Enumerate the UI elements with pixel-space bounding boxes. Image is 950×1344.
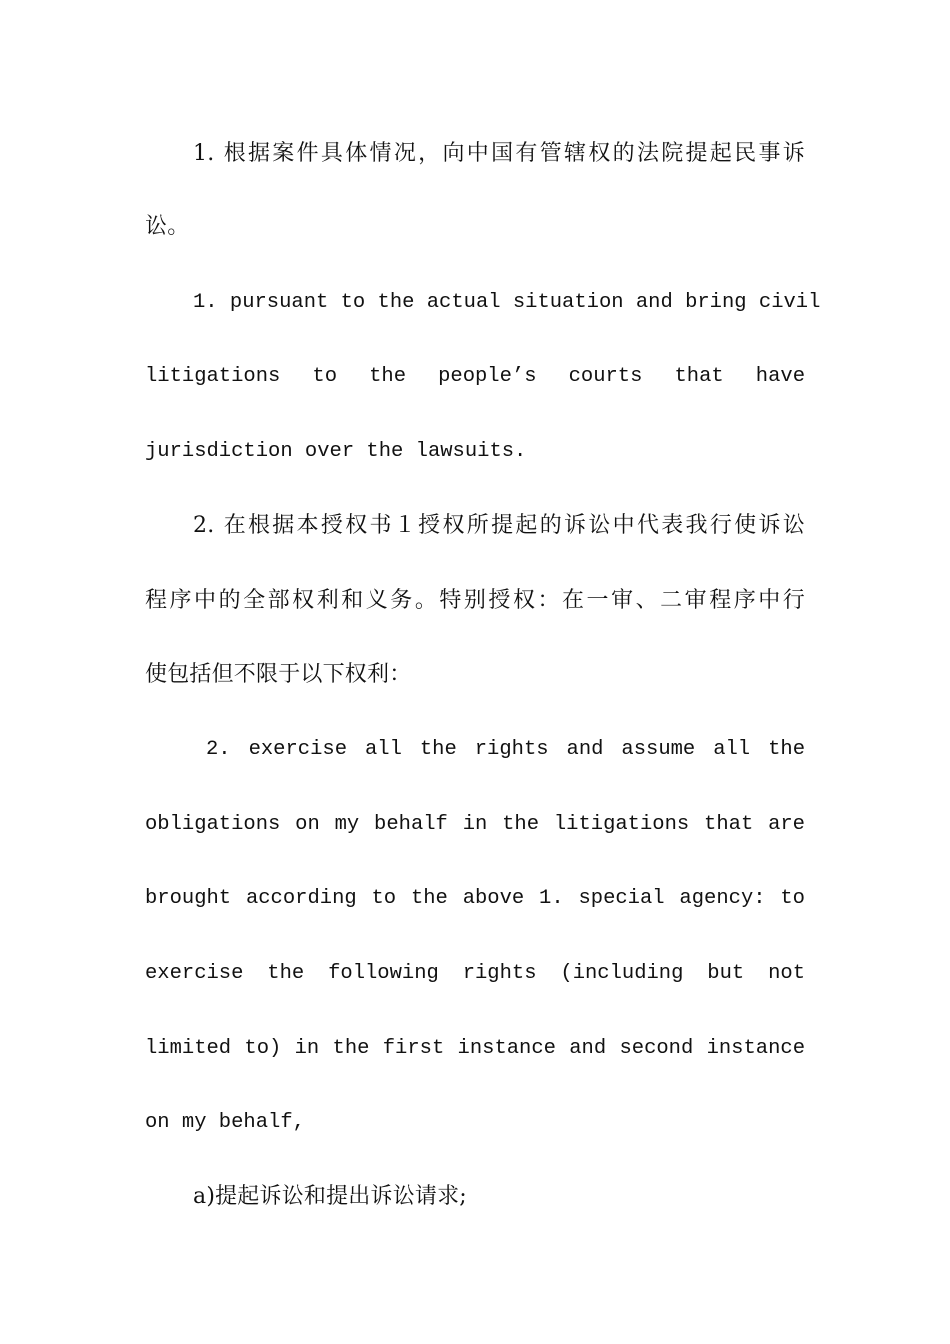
paragraph-1-en-line-1: 1. pursuant to the actual situation and bring civil — [193, 291, 821, 314]
paragraph-2-en-line-5: limited to) in the first instance and second instance — [145, 1037, 805, 1060]
paragraph-1-zh-line-1: 1. 根据案件具体情况，向中国有管辖权的法院提起民事诉 — [193, 141, 805, 166]
list-item-a: a)提起诉讼和提出诉讼请求; — [193, 1184, 467, 1209]
paragraph-2-en-line-3: brought according to the above 1. special agency: to — [145, 887, 805, 910]
paragraph-2-en-line-4: exercise the following rights (including but not — [145, 962, 805, 985]
paragraph-1-en-line-3: jurisdiction over the lawsuits. — [145, 440, 527, 463]
paragraph-2-en-line-6: on my behalf, — [145, 1111, 305, 1134]
paragraph-1-zh-line-2: 讼。 — [145, 214, 190, 239]
paragraph-2-en-line-1: 2. exercise all the rights and assume all the — [206, 738, 805, 761]
paragraph-2-en-line-2: obligations on my behalf in the litigations that are — [145, 813, 805, 836]
paragraph-1-en-line-2: litigations to the people’s courts that have — [145, 365, 805, 388]
paragraph-2-zh-line-1: 2. 在根据本授权书１授权所提起的诉讼中代表我行使诉讼 — [193, 513, 805, 538]
paragraph-2-zh-line-3: 使包括但不限于以下权利： — [145, 662, 412, 687]
paragraph-2-zh-line-2: 程序中的全部权利和义务。特别授权：在一审、二审程序中行 — [145, 588, 805, 613]
